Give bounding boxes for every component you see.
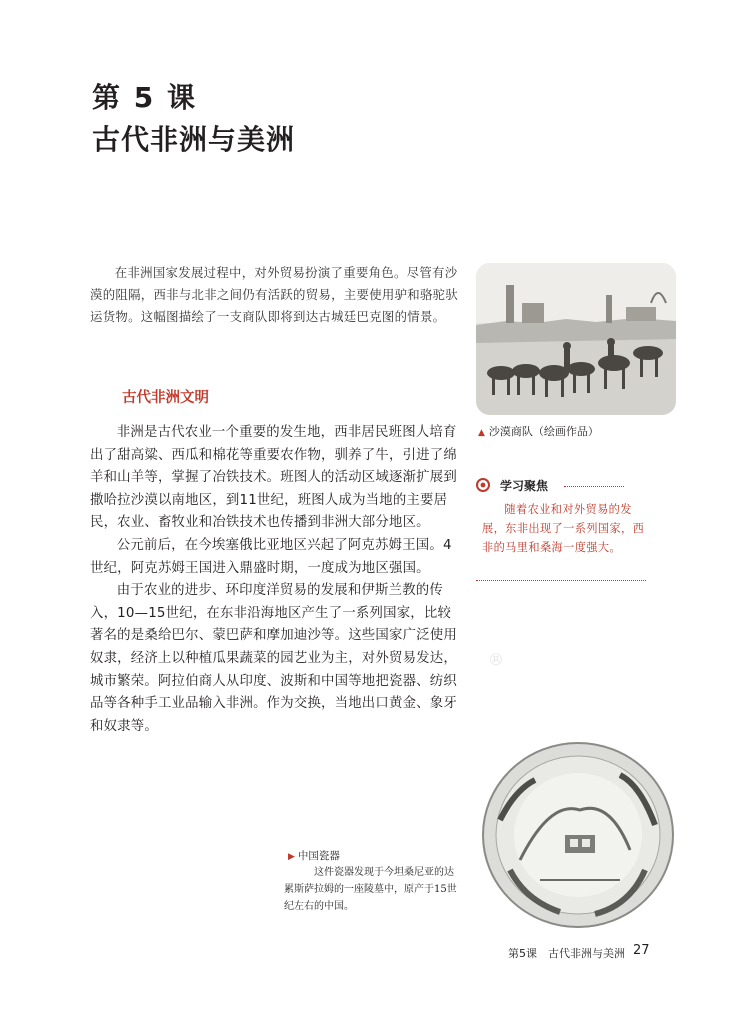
triangle-bullet-icon: ▶ [288,852,295,862]
page-number: 27 [633,943,650,958]
intro-paragraph [90,262,462,328]
body-paragraph: 非洲是古代农业一个重要的发生地，西非居民班图人培育出了甜高粱、西瓜和棉花等重要农作物，驯养了牛，引进了绵羊和山羊等，掌握了冶铁技术。班图人的活动区域逐渐扩展到撒哈拉沙漠以南地区，到11世纪，班图人成为当地的主要居民，农业、畜牧业和冶铁技术也传播到非洲大部分地区。 [90,425,457,531]
body-text [90,422,462,738]
body-paragraph: 由于农业的进步、环印度洋贸易的发展和伊斯兰教的传入，10—15世纪，在东非沿海地区产生了一系列国家，比较著名的是桑给巴尔、蒙巴萨和摩加迪沙等。这些国家广泛使用奴隶，经济上以种植瓜果蔬菜的园艺业为主，对外贸易发达，城市繁荣。阿拉伯商人从印度、波斯和中国等地把瓷器、纺织品等各种手工业品输入非洲。作为交换，当地出口黄金、象牙和奴隶等。 [90,583,457,734]
intro-text: 在非洲国家发展过程中，对外贸易扮演了重要角色。尽管有沙漠的阻隔，西非与北非之间仍有活跃的贸易，主要使用驴和骆驼驮运货物。这幅图描绘了一支商队即将到达古城廷巴克图的情景。 [90,265,459,324]
study-focus-header [476,477,646,495]
porcelain-plate-image [480,740,675,930]
porcelain-caption-title [288,848,340,863]
study-focus-bottom-divider [476,580,646,581]
porcelain-plate-drawing [480,740,675,930]
target-icon [476,478,490,492]
porcelain-description-text: 这件瓷器发现于今坦桑尼亚的达累斯萨拉姆的一座陵墓中，原产于15世纪左右的中国。 [284,867,457,912]
porcelain-caption-description [284,864,460,915]
study-focus-paragraph: 随着农业和对外贸易的发展，东非出现了一系列国家，西非的马里和桑海一度强大。 [482,503,645,554]
caravan-caption-text: 沙漠商队（绘画作品） [488,425,599,438]
caravan-drawing [476,263,676,415]
study-focus-title: 学习聚焦 [500,479,549,493]
caravan-caption [478,423,599,439]
triangle-bullet-icon: ▲ [478,428,485,438]
footer-lesson-title: 第5课 古代非洲与美洲 [508,947,625,960]
caravan-illustration [476,263,676,415]
registered-watermark: ® [488,650,504,669]
lesson-title: 古代非洲与美洲 [92,123,296,156]
study-focus-divider [564,486,624,487]
section-heading: 古代非洲文明 [122,390,209,406]
lesson-number: 第 5 课 [92,81,197,114]
study-focus-text [482,500,646,557]
porcelain-title-text: 中国瓷器 [297,850,340,862]
body-paragraph: 公元前后，在今埃塞俄比亚地区兴起了阿克苏姆王国。4世纪，阿克苏姆王国进入鼎盛时期，一度成为地区强国。 [90,537,452,576]
